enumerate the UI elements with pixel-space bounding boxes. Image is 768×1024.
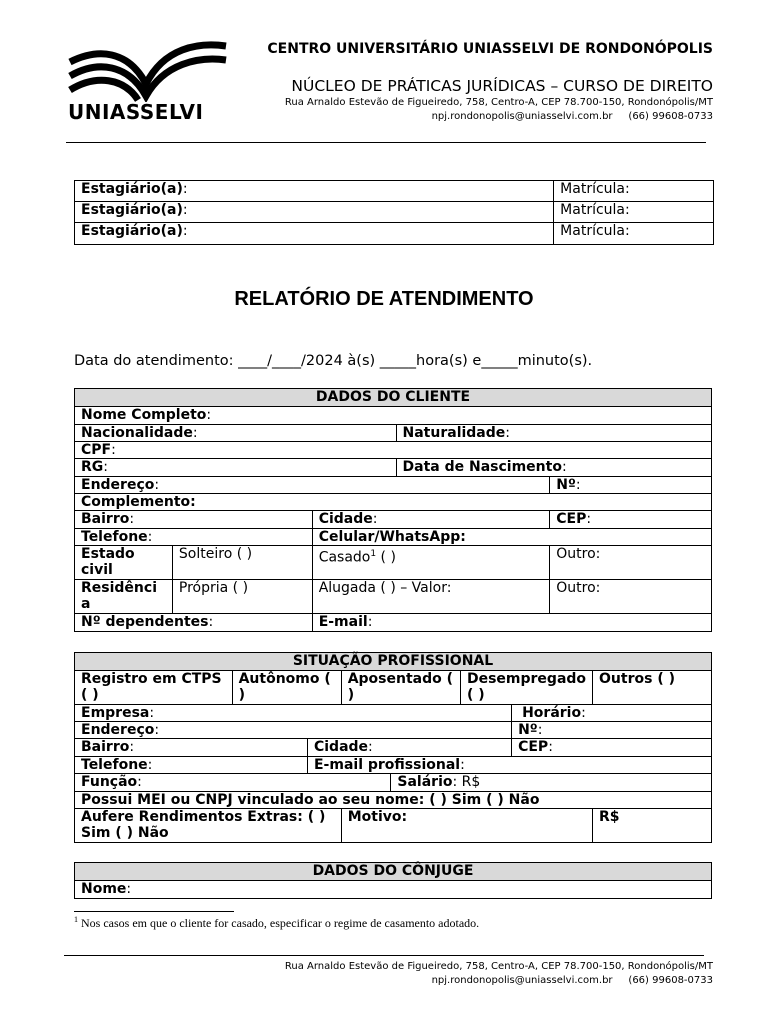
intern-name-cell[interactable]: Estagiário(a): <box>75 202 554 223</box>
client-neighborhood-field[interactable]: Bairro: <box>75 511 313 529</box>
client-number-field[interactable]: Nº: <box>550 477 712 494</box>
professional-section-header: SITUAÇÃO PROFISSIONAL <box>75 653 712 671</box>
work-cep-field[interactable]: CEP: <box>512 739 712 757</box>
client-cep-field[interactable]: CEP: <box>550 511 712 529</box>
client-section-header: DADOS DO CLIENTE <box>75 389 712 407</box>
extra-income-question[interactable]: Aufere Rendimentos Extras: ( ) Sim ( ) Não <box>75 809 342 843</box>
client-email-field[interactable]: E-mail: <box>312 614 711 632</box>
employment-retired-option[interactable]: Aposentado ( ) <box>341 671 460 705</box>
intern-row <box>75 223 714 245</box>
footer-divider <box>64 955 704 956</box>
client-phone-field[interactable]: Telefone: <box>75 529 313 546</box>
header-address: Rua Arnaldo Estevão de Figueiredo, 758, Centro-A, CEP 78.700-150, Rondonópolis/MT <box>284 97 713 108</box>
spouse-name-field[interactable]: Nome: <box>75 881 712 899</box>
client-complement-field[interactable]: Complemento: <box>75 494 712 511</box>
extra-income-reason-field[interactable]: Motivo: <box>341 809 592 843</box>
footer-address: Rua Arnaldo Estevão de Figueiredo, 758, Centro-A, CEP 78.700-150, Rondonópolis/MT <box>284 961 713 972</box>
intern-matricula-cell[interactable]: Matrícula: <box>554 223 714 245</box>
marital-single-option[interactable]: Solteiro ( ) <box>172 546 312 580</box>
work-neighborhood-field[interactable]: Bairro: <box>75 739 308 757</box>
client-address-field[interactable]: Endereço: <box>75 477 550 494</box>
client-nationality-field[interactable]: Nacionalidade: <box>75 425 397 442</box>
footer-contact: npj.rondonopolis@uniasselvi.com.br (66) 99608-0733 <box>431 975 713 986</box>
header-divider <box>66 142 706 143</box>
logo-text: UNIASSELVI <box>68 100 204 124</box>
job-role-field[interactable]: Função: <box>75 774 391 792</box>
intern-matricula-cell[interactable]: Matrícula: <box>554 202 714 223</box>
employment-other-option[interactable]: Outros ( ) <box>593 671 712 705</box>
client-mobile-field[interactable]: Celular/WhatsApp: <box>312 529 711 546</box>
institution-name: CENTRO UNIVERSITÁRIO UNIASSELVI DE RONDONÓPOLIS <box>267 41 713 57</box>
client-city-field[interactable]: Cidade: <box>312 511 550 529</box>
header-contact: npj.rondonopolis@uniasselvi.com.br (66) 99608-0733 <box>431 111 713 122</box>
residence-label: Residência <box>75 580 173 614</box>
mei-cnpj-question[interactable]: Possui MEI ou CNPJ vinculado ao seu nome: ( ) Sim ( ) Não <box>75 792 712 809</box>
employment-autonomous-option[interactable]: Autônomo ( ) <box>232 671 341 705</box>
marital-other-option[interactable]: Outro: <box>550 546 712 580</box>
report-title: RELATÓRIO DE ATENDIMENTO <box>234 288 534 310</box>
marital-status-label: Estado civil <box>75 546 173 580</box>
interns-table <box>74 180 714 245</box>
department-name: NÚCLEO DE PRÁTICAS JURÍDICAS – CURSO DE DIREITO <box>291 77 713 95</box>
uniasselvi-logo <box>68 40 228 124</box>
intern-matricula-cell[interactable]: Matrícula: <box>554 181 714 202</box>
footnote-separator <box>74 911 234 912</box>
footnote: $^1$ Nos casos em que o cliente for casado, especificar o regime de casamento adotado. <box>74 915 480 930</box>
intern-name-cell[interactable]: Estagiário(a): <box>75 223 554 245</box>
intern-name-cell[interactable]: Estagiário(a): <box>75 181 554 202</box>
client-rg-field[interactable]: RG: <box>75 459 397 477</box>
work-number-field[interactable]: Nº: <box>512 722 712 739</box>
client-birthdate-field[interactable]: Data de Nascimento: <box>396 459 711 477</box>
professional-situation-table <box>74 652 712 843</box>
work-address-field[interactable]: Endereço: <box>75 722 512 739</box>
spouse-section-header: DADOS DO CÔNJUGE <box>75 863 712 881</box>
marital-married-option[interactable]: Casado$^1$ ( ) <box>312 546 550 580</box>
work-phone-field[interactable]: Telefone: <box>75 757 308 774</box>
employment-unemployed-option[interactable]: Desempregado ( ) <box>460 671 592 705</box>
employment-ctps-option[interactable]: Registro em CTPS ( ) <box>75 671 233 705</box>
client-dependents-field[interactable]: Nº dependentes: <box>75 614 313 632</box>
extra-income-amount-field[interactable]: R$ <box>593 809 712 843</box>
intern-row <box>75 181 714 202</box>
spouse-data-table <box>74 862 712 899</box>
company-field[interactable]: Empresa: <box>75 705 512 722</box>
client-full-name-field[interactable]: Nome Completo: <box>75 407 712 425</box>
work-city-field[interactable]: Cidade: <box>307 739 511 757</box>
client-cpf-field[interactable]: CPF: <box>75 442 712 459</box>
residence-rented-option[interactable]: Alugada ( ) – Valor: <box>312 580 550 614</box>
intern-row <box>75 202 714 223</box>
residence-own-option[interactable]: Própria ( ) <box>172 580 312 614</box>
residence-other-option[interactable]: Outro: <box>550 580 712 614</box>
client-birthplace-field[interactable]: Naturalidade: <box>396 425 711 442</box>
logo-swoosh-icon <box>68 40 228 102</box>
salary-field[interactable]: Salário: R$ <box>391 774 712 792</box>
attendance-date-line[interactable]: Data do atendimento: ____/____/2024 à(s) _____hora(s) e_____minuto(s). <box>74 353 593 369</box>
work-email-field[interactable]: E-mail profissional: <box>307 757 711 774</box>
work-hours-field[interactable]: Horário: <box>512 705 712 722</box>
client-data-table <box>74 388 712 632</box>
